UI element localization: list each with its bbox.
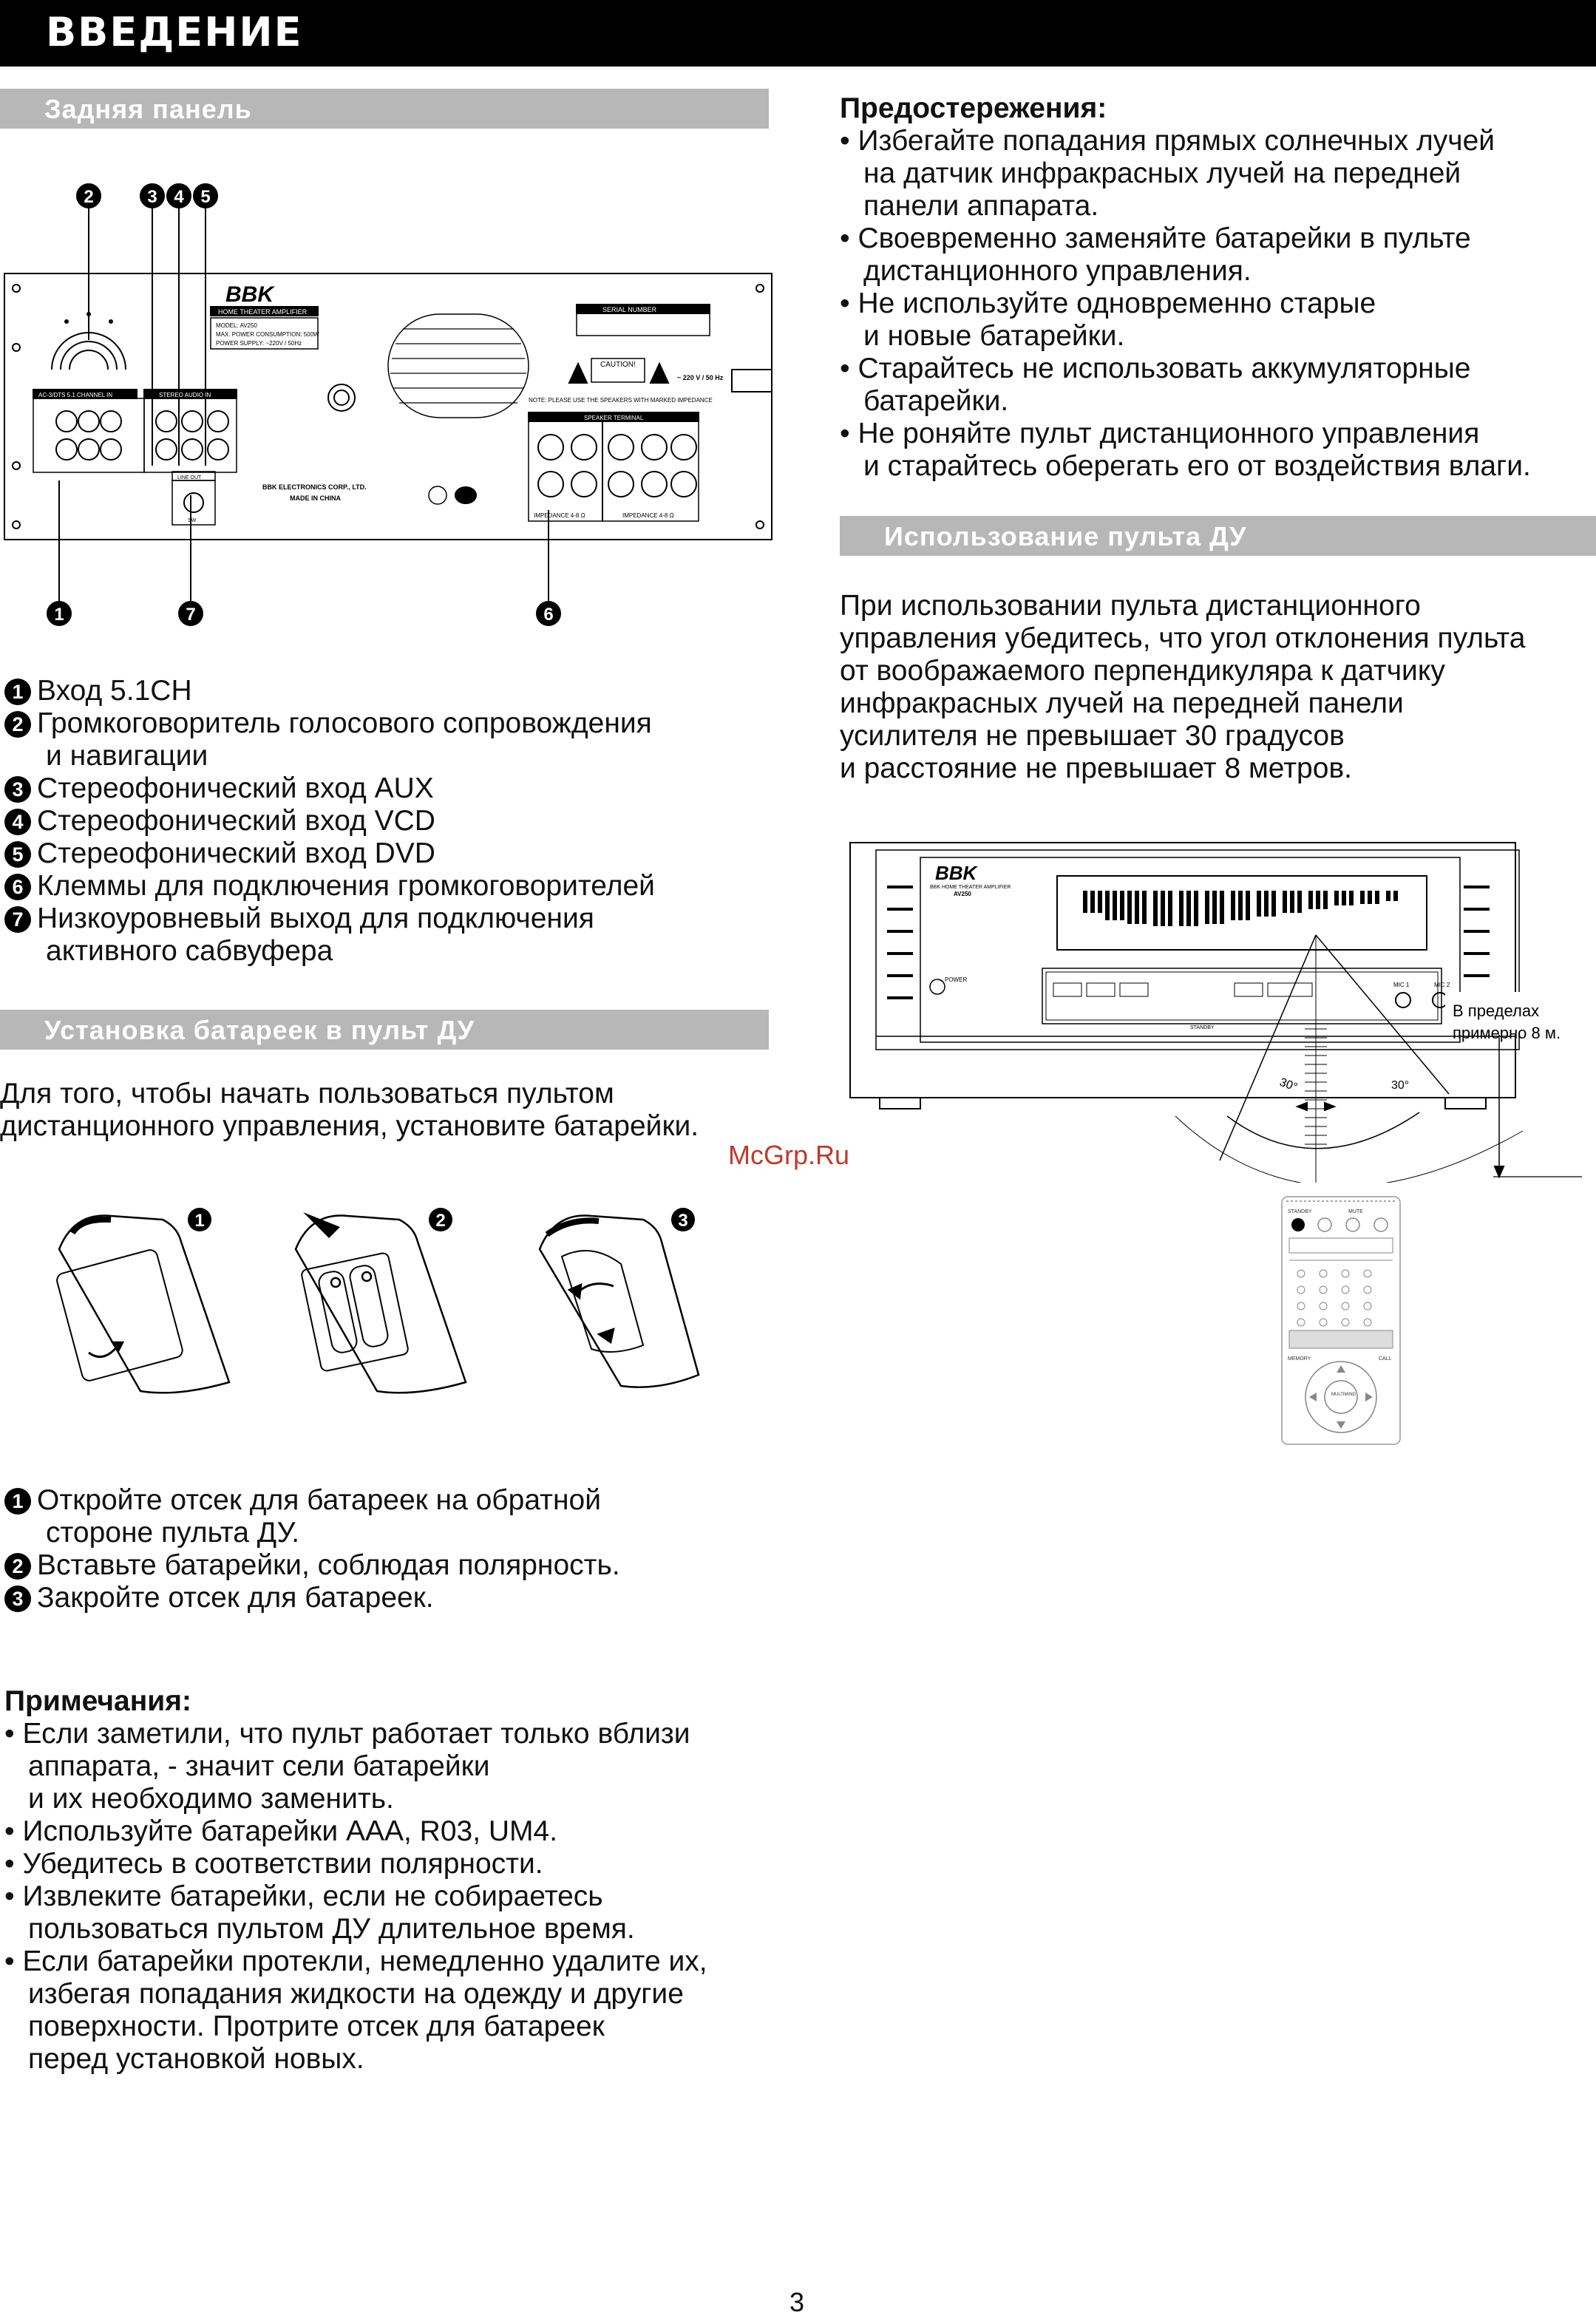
- watermark: [0, 1140, 850, 1171]
- paragraph-line: от воображаемого перпендикуляра к датчику: [840, 655, 1445, 687]
- number-badge: 1: [4, 1488, 31, 1515]
- list-item: [4, 870, 655, 903]
- channel-in-label: AC-3/DTS 5.1 CHANNEL IN: [38, 392, 113, 398]
- number-badge: 1: [4, 679, 31, 705]
- mic1-label: MIC 1: [1393, 982, 1410, 988]
- front-product-label: BBK HOME THEATER AMPLIFIER: [930, 885, 1011, 890]
- callout-7-icon: [179, 602, 203, 625]
- note-line: • Если батарейки протекли, немедленно удалите их,: [4, 1945, 707, 1977]
- callout-1-icon: [47, 602, 71, 625]
- item-text: Вставьте батарейки, соблюдая полярность.: [37, 1549, 620, 1581]
- list-item: [4, 772, 655, 805]
- note-line: аппарата, - значит сели батарейки: [28, 1750, 490, 1782]
- precaution-line: на датчик инфракрасных лучей на передней: [863, 157, 1461, 189]
- step-number: 1: [194, 1211, 205, 1231]
- note-line: поверхности. Протрите отсек для батареек: [28, 2011, 605, 2042]
- angle-left-label: 30°: [1277, 1075, 1300, 1095]
- range-label: примерно 8 м.: [1453, 1024, 1561, 1042]
- remote-back-open-icon: [55, 1216, 229, 1393]
- note-line: • Извлеките батарейки, если не собираетесь: [4, 1880, 603, 1912]
- page-number: 3: [789, 2287, 805, 2317]
- step-2-icon: [429, 1208, 452, 1231]
- number-badge: 4: [4, 809, 31, 835]
- precautions-block: [840, 92, 1531, 483]
- list-item: [4, 1582, 620, 1614]
- battery-steps-illustration: [30, 1197, 710, 1404]
- callout-label: 4: [174, 187, 184, 207]
- list-item: [4, 675, 655, 707]
- serial-number-label: SERIAL NUMBER: [602, 306, 657, 313]
- number-badge: 6: [4, 874, 31, 900]
- power-consumption-label: MAX. POWER CONSUMPTION: 500W: [216, 331, 319, 338]
- section-header-remote-use: [840, 516, 1596, 556]
- callout-label: 3: [147, 187, 157, 207]
- brand-logo: BBK: [225, 282, 274, 307]
- callout-4-icon: [167, 184, 191, 208]
- note-line: пользоваться пультом ДУ длительное время.: [28, 1913, 635, 1945]
- paragraph-line: дистанционного управления, установите батарейки.: [0, 1110, 699, 1142]
- precaution-line: • Не роняйте пульт дистанционного управления: [840, 418, 1480, 449]
- number-badge: 3: [4, 1585, 31, 1612]
- standby-label: STANDBY: [1190, 1025, 1215, 1030]
- line-out-label: LINE OUT: [177, 475, 202, 480]
- list-item: [4, 903, 655, 935]
- number-badge: 2: [4, 1553, 31, 1580]
- list-item: [4, 1549, 620, 1582]
- callout-3-icon: [140, 184, 164, 208]
- caution-label: CAUTION!: [600, 361, 636, 369]
- list-item-cont: активного сабвуфера: [46, 935, 333, 967]
- precaution-line: • Не используйте одновременно старые: [840, 288, 1376, 319]
- section-title: Использование пульта ДУ: [884, 521, 1247, 551]
- number-badge: 3: [4, 776, 31, 803]
- note-line: перед установкой новых.: [28, 2043, 364, 2075]
- list-item-cont: стороне пульта ДУ.: [46, 1517, 300, 1549]
- battery-intro: [0, 1078, 699, 1143]
- item-text: Стереофонический вход AUX: [37, 772, 434, 804]
- section-title: Установка батареек в пульт ДУ: [44, 1015, 475, 1045]
- number-badge: 2: [4, 711, 31, 738]
- remote-batteries-icon: [296, 1212, 466, 1393]
- step-number: 3: [678, 1211, 688, 1231]
- item-text: Клеммы для подключения громкоговорителей: [37, 870, 655, 902]
- item-text: Низкоуровневый выход для подключения: [37, 903, 594, 934]
- voltage-label: ~ 220 V / 50 Hz: [677, 374, 724, 381]
- remote-memory-label: MEMORY: [1288, 1356, 1311, 1362]
- precaution-line: и новые батарейки.: [863, 320, 1125, 352]
- remote-close-cover-icon: [540, 1216, 699, 1387]
- paragraph-line: и расстояние не превышает 8 метров.: [840, 752, 1352, 784]
- item-text: Откройте отсек для батареек на обратной: [37, 1484, 602, 1516]
- step-number: 2: [435, 1211, 446, 1231]
- page-title-bar: [0, 0, 1596, 67]
- notes-block: [4, 1685, 707, 2076]
- paragraph-line: управления убедитесь, что угол отклонения пульта: [840, 622, 1526, 654]
- remote-control-illustration: [1279, 1194, 1405, 1449]
- callout-label: 5: [200, 187, 211, 207]
- front-brand-logo: BBK: [935, 862, 977, 884]
- paragraph-line: усилителя не превышает 30 градусов: [840, 720, 1345, 752]
- remote-call-label: CALL: [1379, 1356, 1392, 1362]
- callout-5-icon: [194, 184, 217, 208]
- precaution-line: батарейки.: [863, 385, 1009, 417]
- list-item: [4, 837, 655, 870]
- precaution-line: • Старайтесь не использовать аккумуляторные: [840, 353, 1471, 384]
- product-label: HOME THEATER AMPLIFIER: [218, 308, 308, 316]
- remote-multi-label: MULTIMIND: [1331, 1393, 1356, 1397]
- note-line: избегая попадания жидкости на одежду и другие: [28, 1978, 684, 2010]
- list-item: [4, 1484, 620, 1517]
- front-panel-range-diagram: [843, 835, 1593, 1183]
- step-3-icon: [671, 1208, 695, 1231]
- watermark-text: McGrp.Ru: [728, 1140, 850, 1170]
- step-1-icon: [188, 1208, 211, 1231]
- callout-6-icon: [537, 602, 560, 625]
- precaution-line: • Своевременно заменяйте батарейки в пульте: [840, 222, 1471, 254]
- item-text: Громкоговоритель голосового сопровождения: [37, 707, 652, 739]
- callout-label: 2: [84, 187, 94, 207]
- remote-standby-label: STANDBY: [1288, 1209, 1312, 1214]
- model-label: MODEL: AV250: [216, 322, 257, 329]
- impedance-label: IMPEDANCE 4-8 Ω: [534, 512, 585, 519]
- note-line: • Убедитесь в соответствии полярности.: [4, 1848, 543, 1880]
- note-line: • Используйте батарейки AAA, R03, UM4.: [4, 1815, 558, 1847]
- note-line: и их необходимо заменить.: [28, 1783, 394, 1815]
- precaution-line: и старайтесь оберегать его от воздействия влаги.: [863, 450, 1531, 482]
- front-model-label: AV250: [954, 891, 971, 897]
- section-header-rear-panel: [0, 89, 769, 129]
- callout-label: 1: [54, 605, 64, 625]
- speaker-terminal-label: SPEAKER TERMINAL: [584, 415, 644, 421]
- callout-label: 7: [186, 605, 196, 625]
- remote-mute-label: MUTE: [1348, 1209, 1363, 1214]
- stereo-in-label: STEREO AUDIO IN: [159, 392, 211, 398]
- paragraph-line: инфракрасных лучей на передней панели: [840, 687, 1404, 719]
- precaution-line: панели аппарата.: [863, 190, 1099, 222]
- power-label: POWER: [945, 976, 968, 983]
- page-title: ВВЕДЕНИЕ: [46, 9, 303, 55]
- paragraph-line: Для того, чтобы начать пользоваться пультом: [0, 1078, 614, 1109]
- angle-right-label: 30°: [1391, 1079, 1410, 1092]
- number-badge: 5: [4, 841, 31, 868]
- sw-label: SW: [188, 518, 197, 523]
- note-line: • Если заметили, что пульт работает только вблизи: [4, 1718, 690, 1750]
- section-title: Задняя панель: [44, 94, 252, 124]
- range-label: В пределах: [1453, 1002, 1540, 1020]
- paragraph-line: При использовании пульта дистанционного: [840, 590, 1421, 622]
- list-item-cont: и навигации: [46, 740, 208, 772]
- item-text: Закройте отсек для батареек.: [37, 1582, 434, 1614]
- precautions-heading: Предостережения:: [840, 92, 1107, 124]
- note-label: NOTE: PLEASE USE THE SPEAKERS WITH MARKED IMPEDANCE: [529, 397, 713, 404]
- impedance-label: IMPEDANCE 4-8 Ω: [622, 512, 674, 519]
- item-text: Стереофонический вход DVD: [37, 837, 435, 869]
- notes-heading: Примечания:: [4, 1685, 192, 1717]
- remote-use-paragraph: [840, 590, 1525, 785]
- battery-steps: [4, 1484, 620, 1614]
- number-badge: 7: [4, 906, 31, 933]
- callout-2-icon: [77, 184, 101, 208]
- callout-label: 6: [543, 605, 554, 625]
- list-item: [4, 805, 655, 837]
- manufacturer-label: BBK ELECTRONICS CORP., LTD.: [262, 483, 367, 491]
- made-in-label: MADE IN CHINA: [290, 494, 341, 502]
- rear-panel-diagram: [0, 170, 784, 636]
- mic2-label: MIC 2: [1434, 982, 1450, 988]
- power-supply-label: POWER SUPPLY: ~220V / 50Hz: [216, 340, 302, 347]
- precaution-line: • Избегайте попадания прямых солнечных лучей: [840, 125, 1495, 157]
- rear-panel-items: [4, 675, 655, 968]
- list-item: [4, 707, 655, 740]
- item-text: Вход 5.1CH: [37, 675, 192, 707]
- section-header-battery: [0, 1010, 769, 1050]
- item-text: Стереофонический вход VCD: [37, 805, 435, 837]
- precaution-line: дистанционного управления.: [863, 255, 1252, 287]
